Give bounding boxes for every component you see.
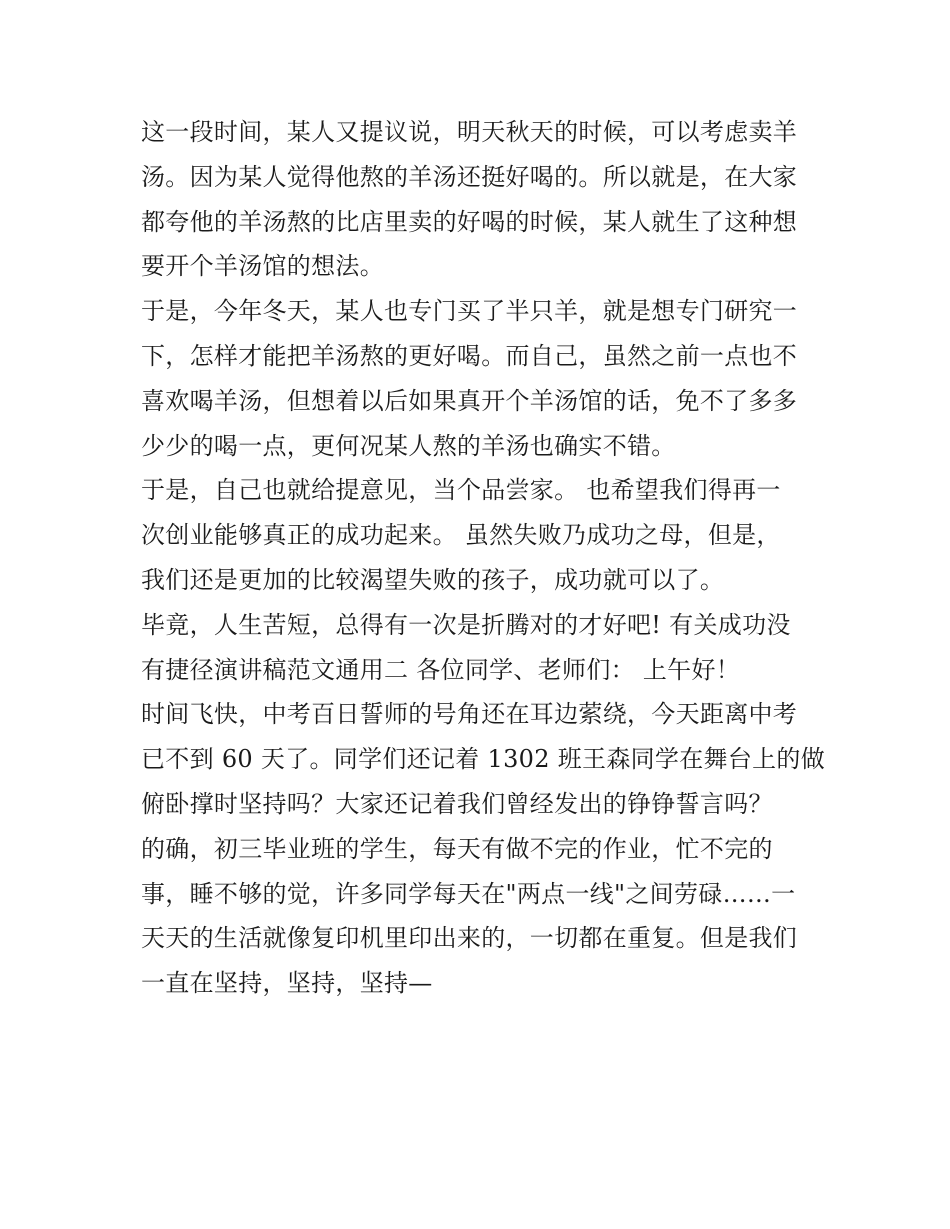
text-line: 于是，自己也就给提意见，当个品尝家。 也希望我们得再一 xyxy=(141,476,781,505)
text-line: 要开个羊汤馆的想法。 xyxy=(141,252,384,281)
text-line: 都夸他的羊汤熬的比店里卖的好喝的时候，某人就生了这种想 xyxy=(141,207,798,236)
text-line: 我们还是更加的比较渴望失败的孩子，成功就可以了。 xyxy=(141,565,725,594)
text-line: 天天的生活就像复印机里印出来的，一切都在重复。但是我们 xyxy=(141,924,798,953)
document-body xyxy=(141,110,826,1006)
text-line: 的确，初三毕业班的学生，每天有做不完的作业，忙不完的 xyxy=(141,834,773,863)
text-line: 有捷径演讲稿范文通用二 各位同学、老师们： 上午好！ xyxy=(141,655,741,684)
text-line: 毕竟，人生苦短，总得有一次是折腾对的才好吧! 有关成功没 xyxy=(141,610,791,639)
text-line: 下，怎样才能把羊汤熬的更好喝。而自己，虽然之前一点也不 xyxy=(141,341,798,370)
text-line: 俯卧撑时坚持吗？大家还记着我们曾经发出的铮铮誓言吗？ xyxy=(141,789,773,818)
text-line: 汤。因为某人觉得他熬的羊汤还挺好喝的。所以就是，在大家 xyxy=(141,162,798,191)
text-line: 喜欢喝羊汤，但想着以后如果真开个羊汤馆的话，免不了多多 xyxy=(141,386,798,415)
text-line: 事，睡不够的觉，许多同学每天在"两点一线"之间劳碌……一 xyxy=(141,879,796,908)
text-line: 次创业能够真正的成功起来。 虽然失败乃成功之母，但是， xyxy=(141,521,781,550)
text-line: 时间飞快，中考百日誓师的号角还在耳边萦绕，今天距离中考 xyxy=(141,700,798,729)
text-line: 一直在坚持，坚持，坚持— xyxy=(141,969,433,998)
text-line: 已不到 60 天了。同学们还记着 1302 班王森同学在舞台上的做 xyxy=(141,745,826,774)
text-line: 于是，今年冬天，某人也专门买了半只羊，就是想专门研究一 xyxy=(141,297,798,326)
text-line: 这一段时间，某人又提议说，明天秋天的时候，可以考虑卖羊 xyxy=(141,118,798,146)
text-line: 少少的喝一点，更何况某人熬的羊汤也确实不错。 xyxy=(141,431,676,460)
